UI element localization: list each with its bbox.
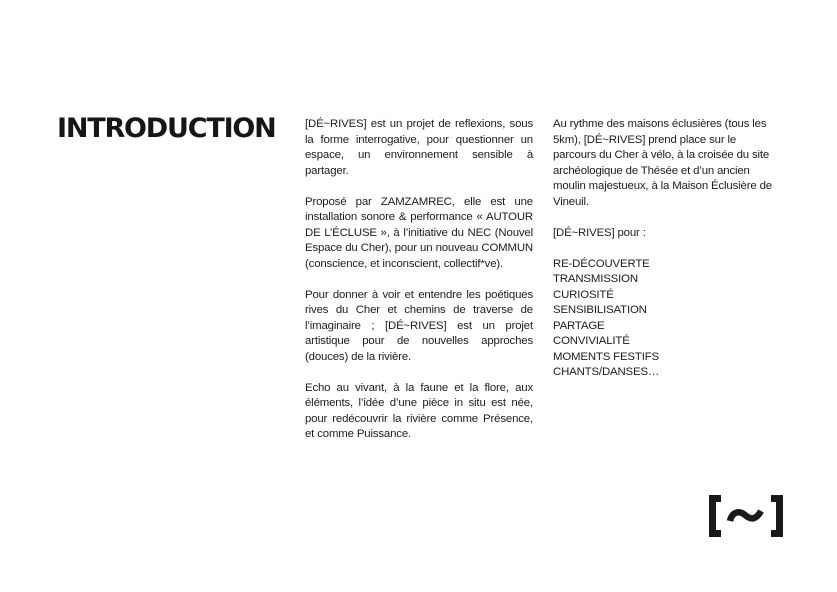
paragraph-living: Echo au vivant, à la faune et la flore, aux éléments, l’idée d’une pièce in situ est née, pour redécouvrir la rivière comme Présence, et comme Puissance. — [305, 381, 533, 440]
left-text-column — [305, 117, 533, 458]
list-item: CHANTS/DANSES… — [553, 366, 660, 378]
paragraph-project: [DÉ~RIVES] est un projet de reflexions, sous la forme interrogative, pour questionner un espace, un environnement sensible à partager. — [305, 118, 533, 177]
tilde-bracket-logo-icon — [708, 493, 784, 539]
paragraph-rhythm: Au rythme des maisons éclusières (tous les 5km), [DÉ~RIVES] prend place sur le parcours du Cher à vélo, à la croisée du site archéologique de Thésée et d’un ancien moulin majestueux, à la Maison Éclusière de Vineuil. — [553, 118, 772, 208]
list-item: TRANSMISSION — [553, 273, 638, 285]
right-text-column — [553, 117, 781, 381]
paragraph-artistic: Pour donner à voir et entendre les poétiques rives du Cher et chemins de traverse de l’imaginaire ; [DÉ~RIVES] est un projet artistique pour de nouvelles approches (douces) de la rivière. — [305, 288, 533, 363]
list-item: RE-DÉCOUVERTE — [553, 257, 650, 270]
goals-list — [553, 257, 781, 381]
list-item: CONVIVIALITÉ — [553, 335, 630, 347]
list-item: PARTAGE — [553, 319, 605, 332]
list-item: SENSIBILISATION — [553, 304, 647, 316]
list-item: MOMENTS FESTIFS — [553, 350, 659, 363]
list-item: CURIOSITÉ — [553, 288, 614, 301]
list-heading: [DÉ~RIVES] pour : — [553, 226, 646, 239]
paragraph-proposal: Proposé par ZAMZAMREC, elle est une installation sonore & performance « AUTOUR DE L’ÉCLUSE », à l’initiative du NEC (Nouvel Espace du Cher), pour un nouveau COMMUN (conscience, et inconscient, collectif*ve). — [305, 195, 533, 270]
page-title: INTRODUCTION — [57, 113, 276, 144]
